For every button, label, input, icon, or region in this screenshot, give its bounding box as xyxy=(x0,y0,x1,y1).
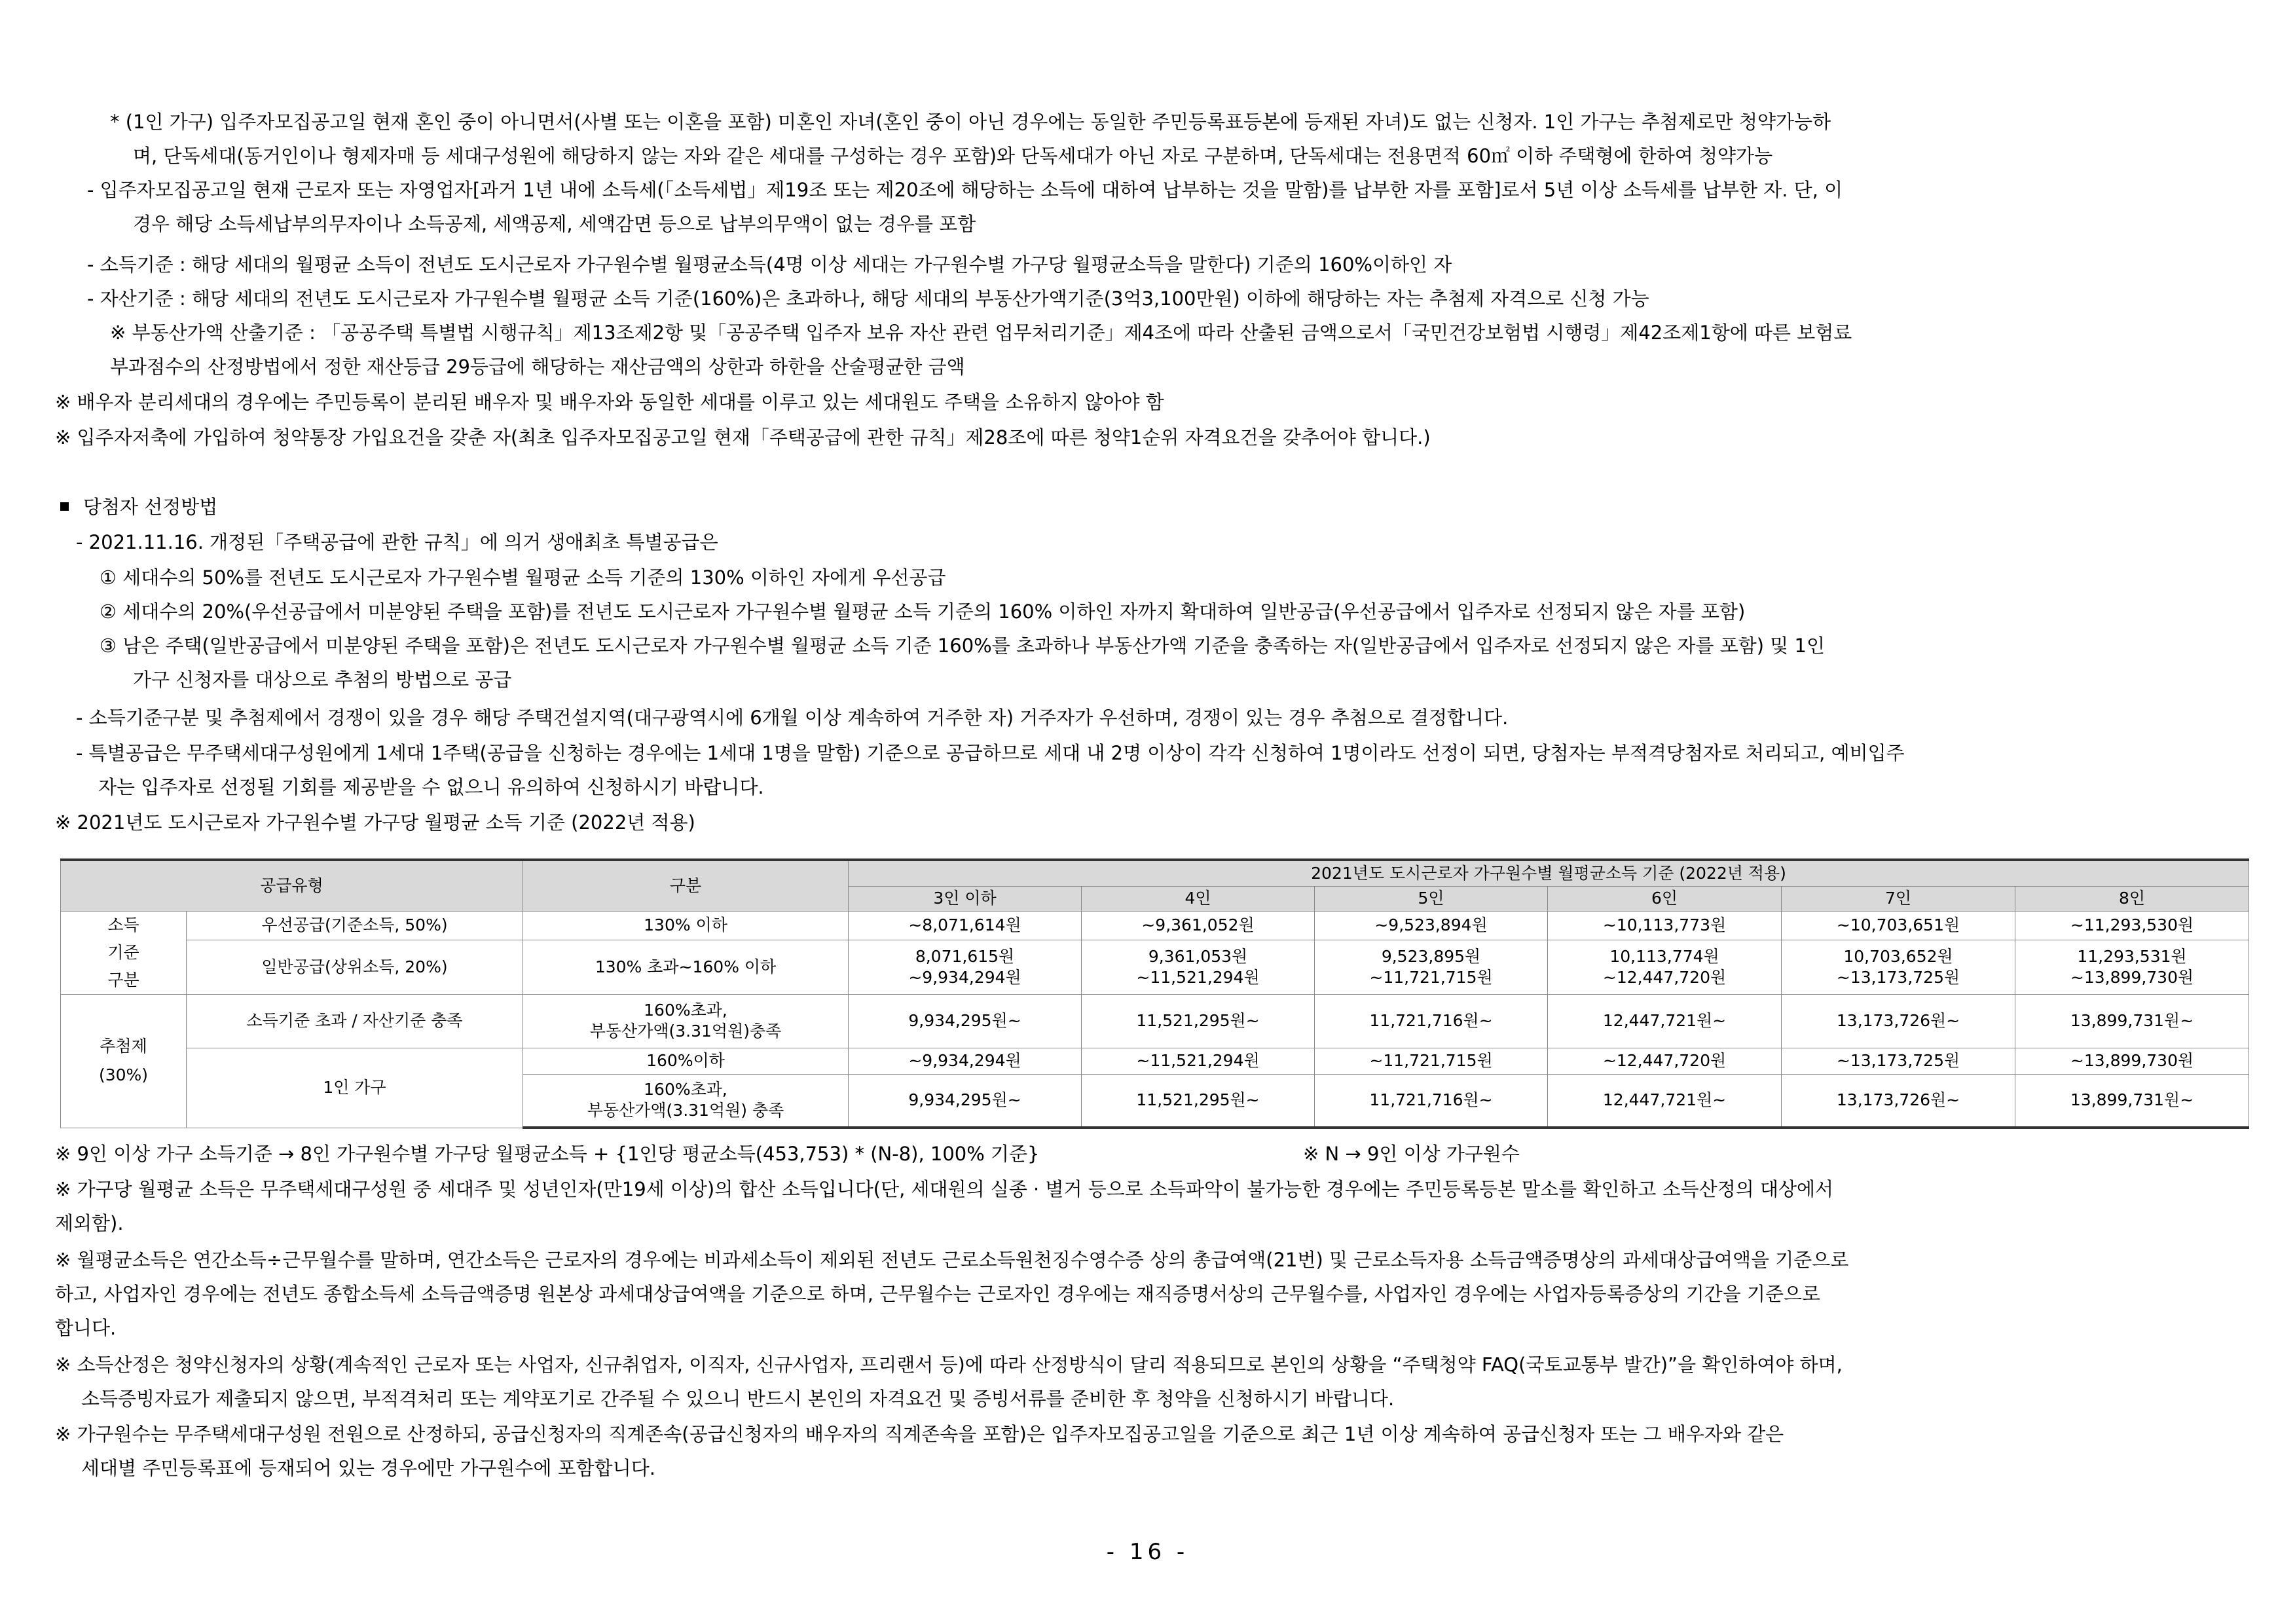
row-category: 160%초과, 부동산가액(3.31억원) 충족 xyxy=(523,1074,849,1128)
note-nine-plus-formula: ※ 9인 이상 가구 소득기준 → 8인 가구원수별 가구당 월평균소득 + {1인당 평균소득(453,753) * (N-8), 100% 기준} xyxy=(55,1143,1040,1165)
row-category: 130% 이하 xyxy=(523,911,849,940)
table-cell: 11,721,716원~ xyxy=(1315,994,1548,1048)
header-size-3-or-less: 3인 이하 xyxy=(849,886,1082,911)
table-cell: ~9,523,894원 xyxy=(1315,911,1548,940)
row-category: 160%이하 xyxy=(523,1048,849,1074)
note-monthly-income-line-1: ※ 월평균소득은 연간소득÷근무월수를 말하며, 연간소득은 근로자의 경우에는 비과세소득이 제외된 전년도 근로소득원천징수영수증 상의 총급여액(21번) 및 근로소득자용 소득금액증명상의 과세대상급여액을 기준으로 xyxy=(55,1249,1849,1271)
table-cell: ~10,113,773원 xyxy=(1548,911,1782,940)
header-category: 구분 xyxy=(523,860,849,911)
income-table-caption: ※ 2021년도 도시근로자 가구원수별 가구당 월평균 소득 기준 (2022년 적용) xyxy=(55,811,695,834)
note-monthly-income-line-2: 하고, 사업자인 경우에는 전년도 종합소득세 소득금액증명 원본상 과세대상급여액을 기준으로 하며, 근무월수는 근로자인 경우에는 재직증명서상의 근무월수를, 사업자인 경우에는 사업자등록증상의 기간을 기준으로 xyxy=(55,1283,1821,1305)
note-single-household-line-1: * (1인 가구) 입주자모집공고일 현재 혼인 중이 아니면서(사별 또는 이혼을 포함) 미혼인 자녀(혼인 중이 아닌 경우에는 동일한 주민등록표등본에 등재된 자녀)도 없는 신청자. 1인 가구는 추첨제로만 청약가능하 xyxy=(110,111,1831,133)
header-supply-type: 공급유형 xyxy=(61,860,523,911)
competition-priority-line: - 소득기준구분 및 추첨제에서 경쟁이 있을 경우 해당 주택건설지역(대구광역시에 6개월 이상 계속하여 거주한 자) 거주자가 우선하며, 경쟁이 있는 경우 추첨으로 결정합니다. xyxy=(76,707,1509,729)
note-income-calculation-line-2: 소득증빙자료가 제출되지 않으면, 부적격처리 또는 계약포기로 간주될 수 있으니 반드시 본인의 자격요건 및 증빙서류를 준비한 후 청약을 신청하시기 바랍니다. xyxy=(81,1388,1395,1410)
property-value-note-line-2: 부과점수의 산정방법에서 정한 재산등급 29등급에 해당하는 재산금액의 상한과 하한을 산술평균한 금액 xyxy=(110,356,965,378)
table-cell: ~10,703,651원 xyxy=(1782,911,2015,940)
row-category: 160%초과, 부동산가액(3.31억원)충족 xyxy=(523,994,849,1048)
table-cell: ~8,071,614원 xyxy=(849,911,1082,940)
row-type: 소득기준 초과 / 자산기준 충족 xyxy=(187,994,523,1048)
selection-step-3-line-2: 가구 신청자를 대상으로 추첨의 방법으로 공급 xyxy=(133,669,512,691)
note-income-calculation-line-1: ※ 소득산정은 청약신청자의 상황(계속적인 근로자 또는 사업자, 신규취업자, 이직자, 신규사업자, 프리랜서 등)에 따라 산정방식이 달리 적용되므로 본인의 상황을 “주택청약 FAQ(국토교통부 발간)”을 확인하여야 하며, xyxy=(55,1354,1843,1376)
table-cell: 10,113,774원 ~12,447,720원 xyxy=(1548,940,1782,994)
table-cell: 12,447,721원~ xyxy=(1548,1074,1782,1128)
table-cell: 9,361,053원 ~11,521,294원 xyxy=(1082,940,1315,994)
table-row-single-household-under xyxy=(61,1048,2249,1074)
section-heading-text: 당첨자 선정방법 xyxy=(83,496,218,518)
note-single-household-line-2: 며, 단독세대(동거인이나 형제자매 등 세대구성원에 해당하지 않는 자와 같은 세대를 구성하는 경우 포함)와 단독세대가 아닌 자로 구분하며, 단독세대는 전용면적 60㎡ 이하 주택형에 한하여 청약가능 xyxy=(133,145,1773,167)
square-bullet-icon xyxy=(60,502,69,511)
table-cell: 10,703,652원 ~13,173,725원 xyxy=(1782,940,2015,994)
table-cell: 13,173,726원~ xyxy=(1782,994,2015,1048)
table-cell: 11,521,295원~ xyxy=(1082,1074,1315,1128)
table-cell: ~12,447,720원 xyxy=(1548,1048,1782,1074)
table-row-lottery-asset xyxy=(61,994,2249,1048)
section-heading-winner-selection xyxy=(60,494,217,520)
table-cell: 11,521,295원~ xyxy=(1082,994,1315,1048)
table-row-priority-supply xyxy=(61,911,2249,940)
table-cell: ~13,899,730원 xyxy=(2015,1048,2249,1074)
spouse-separate-household-note: ※ 배우자 분리세대의 경우에는 주민등록이 분리된 배우자 및 배우자와 동일한 세대를 이루고 있는 세대원도 주택을 소유하지 않아야 함 xyxy=(55,391,1164,413)
row-type: 1인 가구 xyxy=(187,1048,523,1128)
table-cell: 9,934,295원~ xyxy=(849,994,1082,1048)
header-size-5: 5인 xyxy=(1315,886,1548,911)
row-type: 우선공급(기준소득, 50%) xyxy=(187,911,523,940)
note-monthly-income-line-3: 합니다. xyxy=(55,1317,117,1339)
note-household-income-line-2: 제외함). xyxy=(55,1212,124,1234)
special-supply-warning-line-2: 자는 입주자로 선정될 기회를 제공받을 수 없으니 유의하여 신청하시기 바랍니다. xyxy=(98,776,764,798)
table-cell: ~13,173,725원 xyxy=(1782,1048,2015,1074)
table-cell: 8,071,615원 ~9,934,294원 xyxy=(849,940,1082,994)
special-supply-warning-line-1: - 특별공급은 무주택세대구성원에게 1세대 1주택(공급을 신청하는 경우에는 1세대 1명을 말함) 기준으로 공급하므로 세대 내 2명 이상이 각각 신청하여 1명이라도 선정이 되면, 당첨자는 부적격당첨자로 처리되고, 예비입주 xyxy=(76,742,1905,764)
table-cell: ~9,934,294원 xyxy=(849,1048,1082,1074)
table-cell: ~11,721,715원 xyxy=(1315,1048,1548,1074)
header-income-group-title: 2021년도 도시근로자 가구원수별 월평균소득 기준 (2022년 적용) xyxy=(849,860,2249,886)
property-value-note-line-1: ※ 부동산가액 산출기준 : 「공공주택 특별법 시행규칙」제13조제2항 및「공공주택 입주자 보유 자산 관련 업무처리기준」제4조에 따라 산출된 금액으로서「국민건강보험법 시행령」제42조제1항에 따른 보험료 xyxy=(110,322,1852,344)
header-size-7: 7인 xyxy=(1782,886,2015,911)
table-cell: 13,899,731원~ xyxy=(2015,994,2249,1048)
table-cell: ~11,521,294원 xyxy=(1082,1048,1315,1074)
savings-account-note: ※ 입주자저축에 가입하여 청약통장 가입요건을 갖춘 자(최초 입주자모집공고일 현재「주택공급에 관한 규칙」제28조에 따른 청약1순위 자격요건을 갖추어야 합니다.) xyxy=(55,426,1431,449)
table-cell: 13,899,731원~ xyxy=(2015,1074,2249,1128)
selection-step-3-line-1: ③ 남은 주택(일반공급에서 미분양된 주택을 포함)은 전년도 도시근로자 가구원수별 월평균 소득 기준 160%를 초과하나 부동산가액 기준을 충족하는 자(일반공급에서 입주자로 선정되지 않은 자를 포함) 및 1인 xyxy=(100,635,1825,657)
page-number: - 16 - xyxy=(1106,1539,1189,1565)
income-criteria-table xyxy=(60,858,2249,1129)
eligibility-worker-line-1: - 입주자모집공고일 현재 근로자 또는 자영업자[과거 1년 내에 소득세(「소득세법」제19조 또는 제20조에 해당하는 소득에 대하여 납부하는 것을 말함)를 납부한 자를 포함]로서 5년 이상 소득세를 납부한 자. 단, 이 xyxy=(87,179,1843,201)
table-cell: 9,934,295원~ xyxy=(849,1074,1082,1128)
selection-step-1: ① 세대수의 50%를 전년도 도시근로자 가구원수별 월평균 소득 기준의 130% 이하인 자에게 우선공급 xyxy=(100,566,946,589)
header-size-8: 8인 xyxy=(2015,886,2249,911)
row-type: 일반공급(상위소득, 20%) xyxy=(187,940,523,994)
table-cell: 12,447,721원~ xyxy=(1548,994,1782,1048)
eligibility-worker-line-2: 경우 해당 소득세납부의무자이나 소득공제, 세액공제, 세액감면 등으로 납부의무액이 없는 경우를 포함 xyxy=(133,213,976,235)
asset-criteria-line: - 자산기준 : 해당 세대의 전년도 도시근로자 가구원수별 월평균 소득 기준(160%)은 초과하나, 해당 세대의 부동산가액기준(3억3,100만원) 이하에 해당하는 자는 추첨제 자격으로 신청 가능 xyxy=(87,287,1649,310)
group-income-criteria: 소득 기준 구분 xyxy=(61,911,187,994)
table-cell: ~9,361,052원 xyxy=(1082,911,1315,940)
table-row-general-supply xyxy=(61,940,2249,994)
note-n-definition: ※ N → 9인 이상 가구원수 xyxy=(1303,1143,1520,1165)
note-household-income-line-1: ※ 가구당 월평균 소득은 무주택세대구성원 중 세대주 및 성년인자(만19세 이상)의 합산 소득입니다(단, 세대원의 실종 · 별거 등으로 소득파악이 불가능한 경우에는 주민등록등본 말소를 확인하고 소득산정의 대상에서 xyxy=(55,1178,1834,1200)
table-cell: 11,293,531원 ~13,899,730원 xyxy=(2015,940,2249,994)
note-household-members-line-1: ※ 가구원수는 무주택세대구성원 전원으로 산정하되, 공급신청자의 직계존속(공급신청자의 배우자의 직계존속을 포함)은 입주자모집공고일을 기준으로 최근 1년 이상 계속하여 공급신청자 또는 그 배우자와 같은 xyxy=(55,1423,1784,1445)
group-lottery: 추첨제 (30%) xyxy=(61,994,187,1128)
table-cell: 9,523,895원 ~11,721,715원 xyxy=(1315,940,1548,994)
header-size-6: 6인 xyxy=(1548,886,1782,911)
table-cell: 13,173,726원~ xyxy=(1782,1074,2015,1128)
table-cell: 11,721,716원~ xyxy=(1315,1074,1548,1128)
header-size-4: 4인 xyxy=(1082,886,1315,911)
income-criteria-line: - 소득기준 : 해당 세대의 월평균 소득이 전년도 도시근로자 가구원수별 월평균소득(4명 이상 세대는 가구원수별 가구당 월평균소득을 말한다) 기준의 160%이하인 자 xyxy=(87,253,1452,276)
row-category: 130% 초과~160% 이하 xyxy=(523,940,849,994)
note-household-members-line-2: 세대별 주민등록표에 등재되어 있는 경우에만 가구원수에 포함합니다. xyxy=(81,1457,655,1479)
selection-step-2: ② 세대수의 20%(우선공급에서 미분양된 주택을 포함)를 전년도 도시근로자 가구원수별 월평균 소득 기준의 160% 이하인 자까지 확대하여 일반공급(우선공급에서 입주자로 선정되지 않은 자를 포함) xyxy=(100,600,1746,623)
table-cell: ~11,293,530원 xyxy=(2015,911,2249,940)
selection-intro-line: - 2021.11.16. 개정된「주택공급에 관한 규칙」에 의거 생애최초 특별공급은 xyxy=(76,531,718,553)
